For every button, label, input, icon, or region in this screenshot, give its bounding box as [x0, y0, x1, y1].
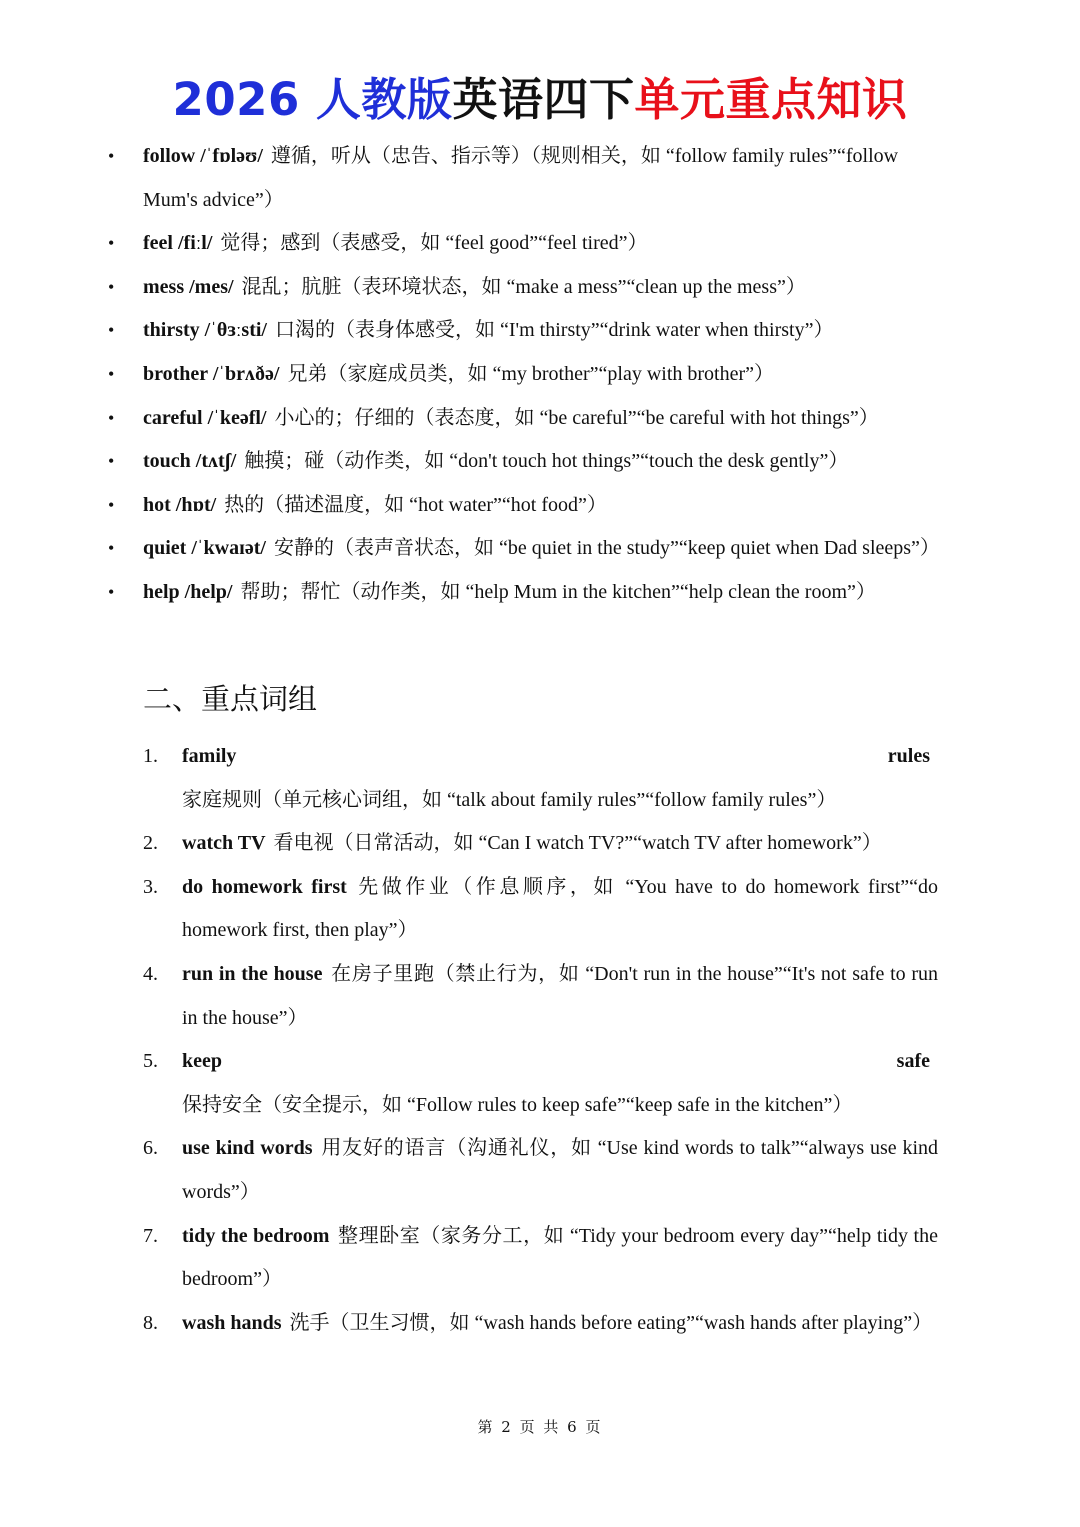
vocab-desc: 小心的；仔细的（表态度，如 “be careful”“be careful with hot things”） — [274, 406, 879, 429]
vocab-word: quiet /ˈkwaɪət/ — [143, 537, 266, 560]
bullet-icon: • — [108, 581, 115, 602]
phrase-desc: 整理卧室（家务分工，如 “Tidy your bedroom every day”“help tidy the bedroom”） — [182, 1224, 938, 1291]
phrase-text: do homework first — [182, 875, 347, 898]
title-topic: 单元重点知识 — [634, 73, 908, 126]
vocab-item — [0, 135, 943, 222]
vocab-item — [0, 222, 943, 266]
vocab-desc: 安静的（表声音状态，如 “be quiet in the study”“keep quiet when Dad sleeps”） — [273, 537, 940, 560]
phrase-text: run in the house — [182, 962, 323, 985]
vocab-item — [0, 397, 943, 441]
item-number: 1. — [143, 745, 158, 767]
vocab-desc: 混乱；肮脏（表环境状态，如 “make a mess”“clean up the mess”） — [241, 275, 806, 298]
phrase-item — [0, 1302, 938, 1346]
vocab-word: help /help/ — [143, 580, 233, 603]
vocab-word: careful /ˈkeəfl/ — [143, 406, 267, 429]
item-number: 2. — [143, 832, 158, 855]
phrase-text: wash hands — [182, 1311, 282, 1334]
vocab-word: touch /tʌtʃ/ — [143, 450, 237, 473]
phrase-item — [0, 1040, 938, 1127]
vocab-word: follow /ˈfɒləʊ/ — [143, 145, 263, 167]
vocab-item — [0, 527, 943, 571]
vocab-item — [0, 440, 943, 484]
item-number: 4. — [143, 962, 158, 985]
phrase-item — [0, 1127, 938, 1214]
bullet-icon: • — [108, 233, 115, 254]
vocab-word: brother /ˈbrʌðə/ — [143, 362, 280, 385]
bullet-icon: • — [108, 363, 115, 384]
phrase-text: tidy the bedroom — [182, 1224, 330, 1247]
phrase-item — [0, 1215, 938, 1302]
phrase-list — [0, 735, 1080, 1345]
item-number: 3. — [143, 875, 158, 898]
vocab-desc: 口渴的（表身体感受，如 “I'm thirsty”“drink water when thirsty”） — [274, 319, 834, 342]
bullet-icon: • — [108, 494, 115, 515]
section-title: 二、重点词组 — [143, 682, 318, 716]
bullet-icon: • — [108, 276, 115, 297]
vocab-item — [0, 266, 943, 310]
vocab-desc: 热的（描述温度，如 “hot water”“hot food”） — [224, 493, 607, 516]
vocab-desc: 帮助；帮忙（动作类，如 “help Mum in the kitchen”“help clean the room”） — [240, 580, 876, 603]
phrase-desc: 先做作业（作息顺序，如 “You have to do homework first”“do homework first, then play”） — [182, 875, 939, 942]
vocab-word: thirsty /ˈθɜːsti/ — [143, 319, 267, 342]
bullet-icon: • — [108, 451, 115, 472]
phrase-item — [0, 735, 938, 822]
vocab-item — [0, 484, 943, 528]
phrase-item — [0, 953, 938, 1040]
vocab-item — [0, 571, 943, 615]
phrase-text: use kind words — [182, 1137, 313, 1160]
item-number: 8. — [143, 1311, 158, 1334]
phrase-text: family rules — [182, 745, 930, 767]
item-number: 5. — [143, 1050, 158, 1073]
vocab-word: feel /fiːl/ — [143, 232, 213, 255]
item-number: 6. — [143, 1137, 158, 1160]
phrase-item — [0, 822, 938, 866]
vocab-desc: 兄弟（家庭成员类，如 “my brother”“play with brother”） — [287, 362, 775, 385]
phrase-text: keep safe — [182, 1050, 930, 1073]
phrase-desc: 家庭规则（单元核心词组，如 “talk about family rules”“follow family rules”） — [182, 788, 837, 811]
bullet-icon: • — [108, 538, 115, 559]
vocabulary-list — [0, 135, 1080, 615]
title-subject: 英语四下 — [452, 73, 635, 126]
page-title — [0, 70, 1080, 130]
phrase-text: watch TV — [182, 832, 266, 855]
vocab-item — [0, 353, 943, 397]
phrase-desc: 用友好的语言（沟通礼仪，如 “Use kind words to talk”“always use kind words”） — [182, 1137, 939, 1203]
phrase-desc: 保持安全（安全提示，如 “Follow rules to keep safe”“keep safe in the kitchen”） — [182, 1093, 853, 1116]
vocab-item — [0, 309, 943, 353]
bullet-icon: • — [108, 320, 115, 341]
bullet-icon: • — [108, 146, 115, 166]
vocab-desc: 触摸；碰（动作类，如 “don't touch hot things”“touch the desk gently”） — [244, 450, 849, 473]
phrase-item — [0, 866, 938, 953]
phrase-desc: 洗手（卫生习惯，如 “wash hands before eating”“wash hands after playing”） — [289, 1311, 933, 1334]
phrase-desc: 看电视（日常活动，如 “Can I watch TV?”“watch TV after homework”） — [273, 832, 882, 855]
item-number: 7. — [143, 1224, 158, 1247]
vocab-word: hot /hɒt/ — [143, 493, 217, 516]
vocab-word: mess /mes/ — [143, 275, 234, 298]
bullet-icon: • — [108, 407, 115, 428]
title-year-edition: 2026 人教版 — [172, 73, 453, 126]
phrase-desc: 在房子里跑（禁止行为，如 “Don't run in the house”“It's not safe to run in the house”） — [182, 962, 939, 1029]
vocab-desc: 遵循，听从（忠告、指示等）（规则相关，如 “follow family rules”“follow Mum's advice”） — [143, 145, 899, 211]
vocab-desc: 觉得；感到（表感受，如 “feel good”“feel tired”） — [220, 232, 648, 255]
page-footer: 第 2 页 共 6 页 — [477, 1418, 603, 1436]
